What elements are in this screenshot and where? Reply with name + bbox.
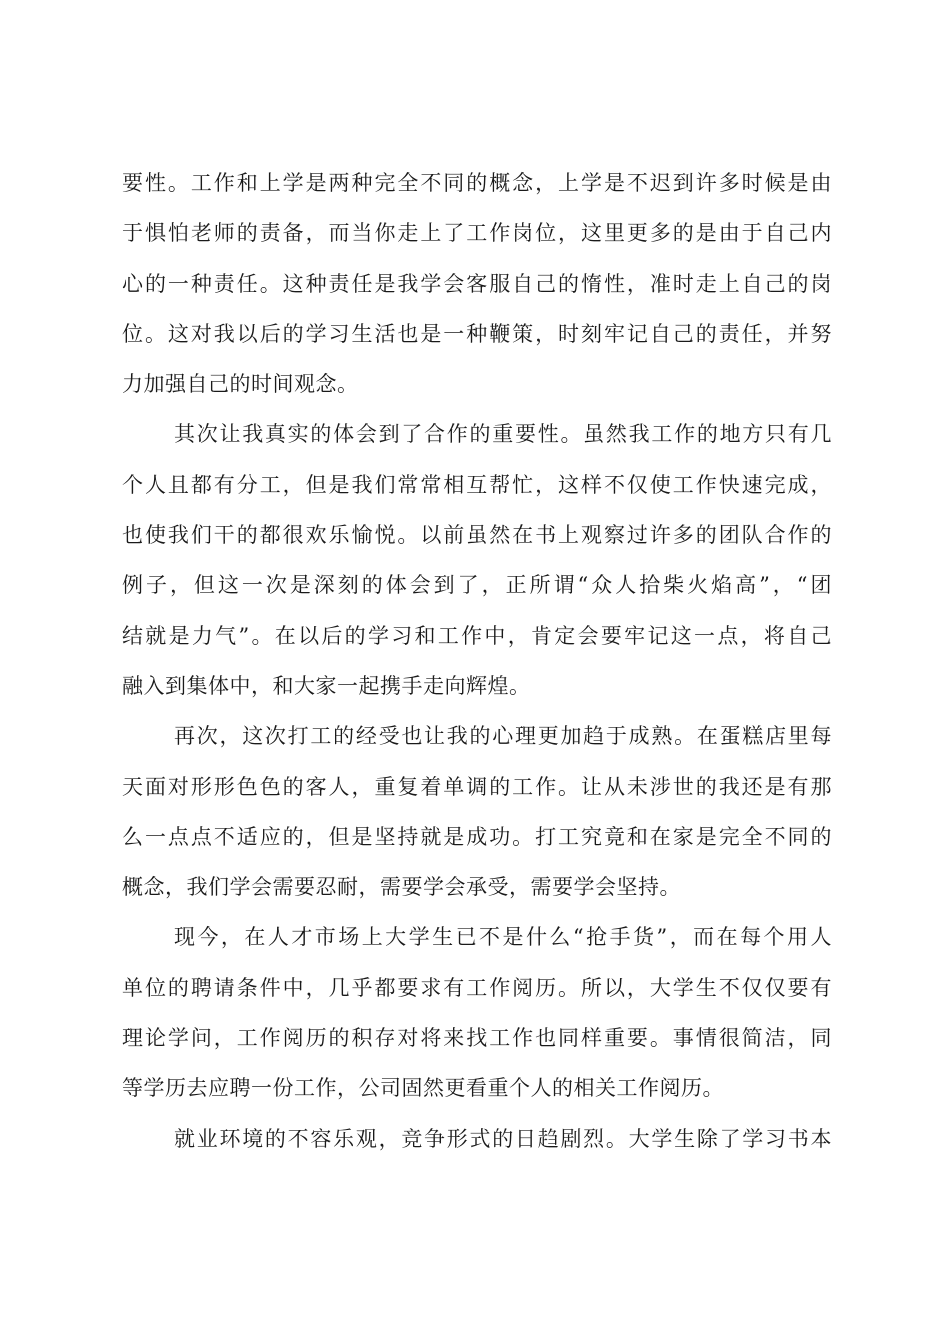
- text-line: 现今，在人才市场上大学生已不是什么“抢手货”，而在每个用人: [174, 925, 832, 950]
- text-line: 个人且都有分工，但是我们常常相互帮忙，这样不仅使工作快速完成，: [122, 472, 832, 497]
- text-line: 力加强自己的时间观念。: [122, 372, 359, 397]
- text-line: 等学历去应聘一份工作，公司固然更看重个人的相关工作阅历。: [122, 1076, 724, 1101]
- text-line: 就业环境的不容乐观，竞争形式的日趋剧烈。大学生除了学习书本: [174, 1126, 832, 1151]
- text-line: 也使我们干的都很欢乐愉悦。以前虽然在书上观察过许多的团队合作的: [122, 523, 832, 548]
- document-body: [122, 158, 832, 1164]
- text-line: 理论学问，工作阅历的积存对将来找工作也同样重要。事情很简洁，同: [122, 1026, 832, 1051]
- text-line: 单位的聘请条件中，几乎都要求有工作阅历。所以，大学生不仅仅要有: [122, 975, 832, 1000]
- text-line: 概念，我们学会需要忍耐，需要学会承受，需要学会坚持。: [122, 875, 681, 900]
- text-line: 么一点点不适应的，但是坚持就是成功。打工究竟和在家是完全不同的: [122, 824, 832, 849]
- text-line: 其次让我真实的体会到了合作的重要性。虽然我工作的地方只有几: [174, 422, 832, 447]
- text-line: 于惧怕老师的责备，而当你走上了工作岗位，这里更多的是由于自己内: [122, 221, 832, 246]
- text-line: 融入到集体中，和大家一起携手走向辉煌。: [122, 673, 531, 698]
- text-line: 天面对形形色色的客人，重复着单调的工作。让从未涉世的我还是有那: [122, 774, 832, 799]
- text-line: 心的一种责任。这种责任是我学会客服自己的惰性，准时走上自己的岗: [122, 271, 832, 296]
- text-line: 例子，但这一次是深刻的体会到了，正所谓“众人拾柴火焰高”，“团: [122, 573, 832, 598]
- text-line: 结就是力气”。在以后的学习和工作中，肯定会要牢记这一点，将自己: [122, 623, 832, 648]
- text-line: 位。这对我以后的学习生活也是一种鞭策，时刻牢记自己的责任，并努: [122, 321, 832, 346]
- text-line: 要性。工作和上学是两种完全不同的概念，上学是不迟到许多时候是由: [122, 171, 832, 195]
- text-line: 再次，这次打工的经受也让我的心理更加趋于成熟。在蛋糕店里每: [174, 724, 832, 749]
